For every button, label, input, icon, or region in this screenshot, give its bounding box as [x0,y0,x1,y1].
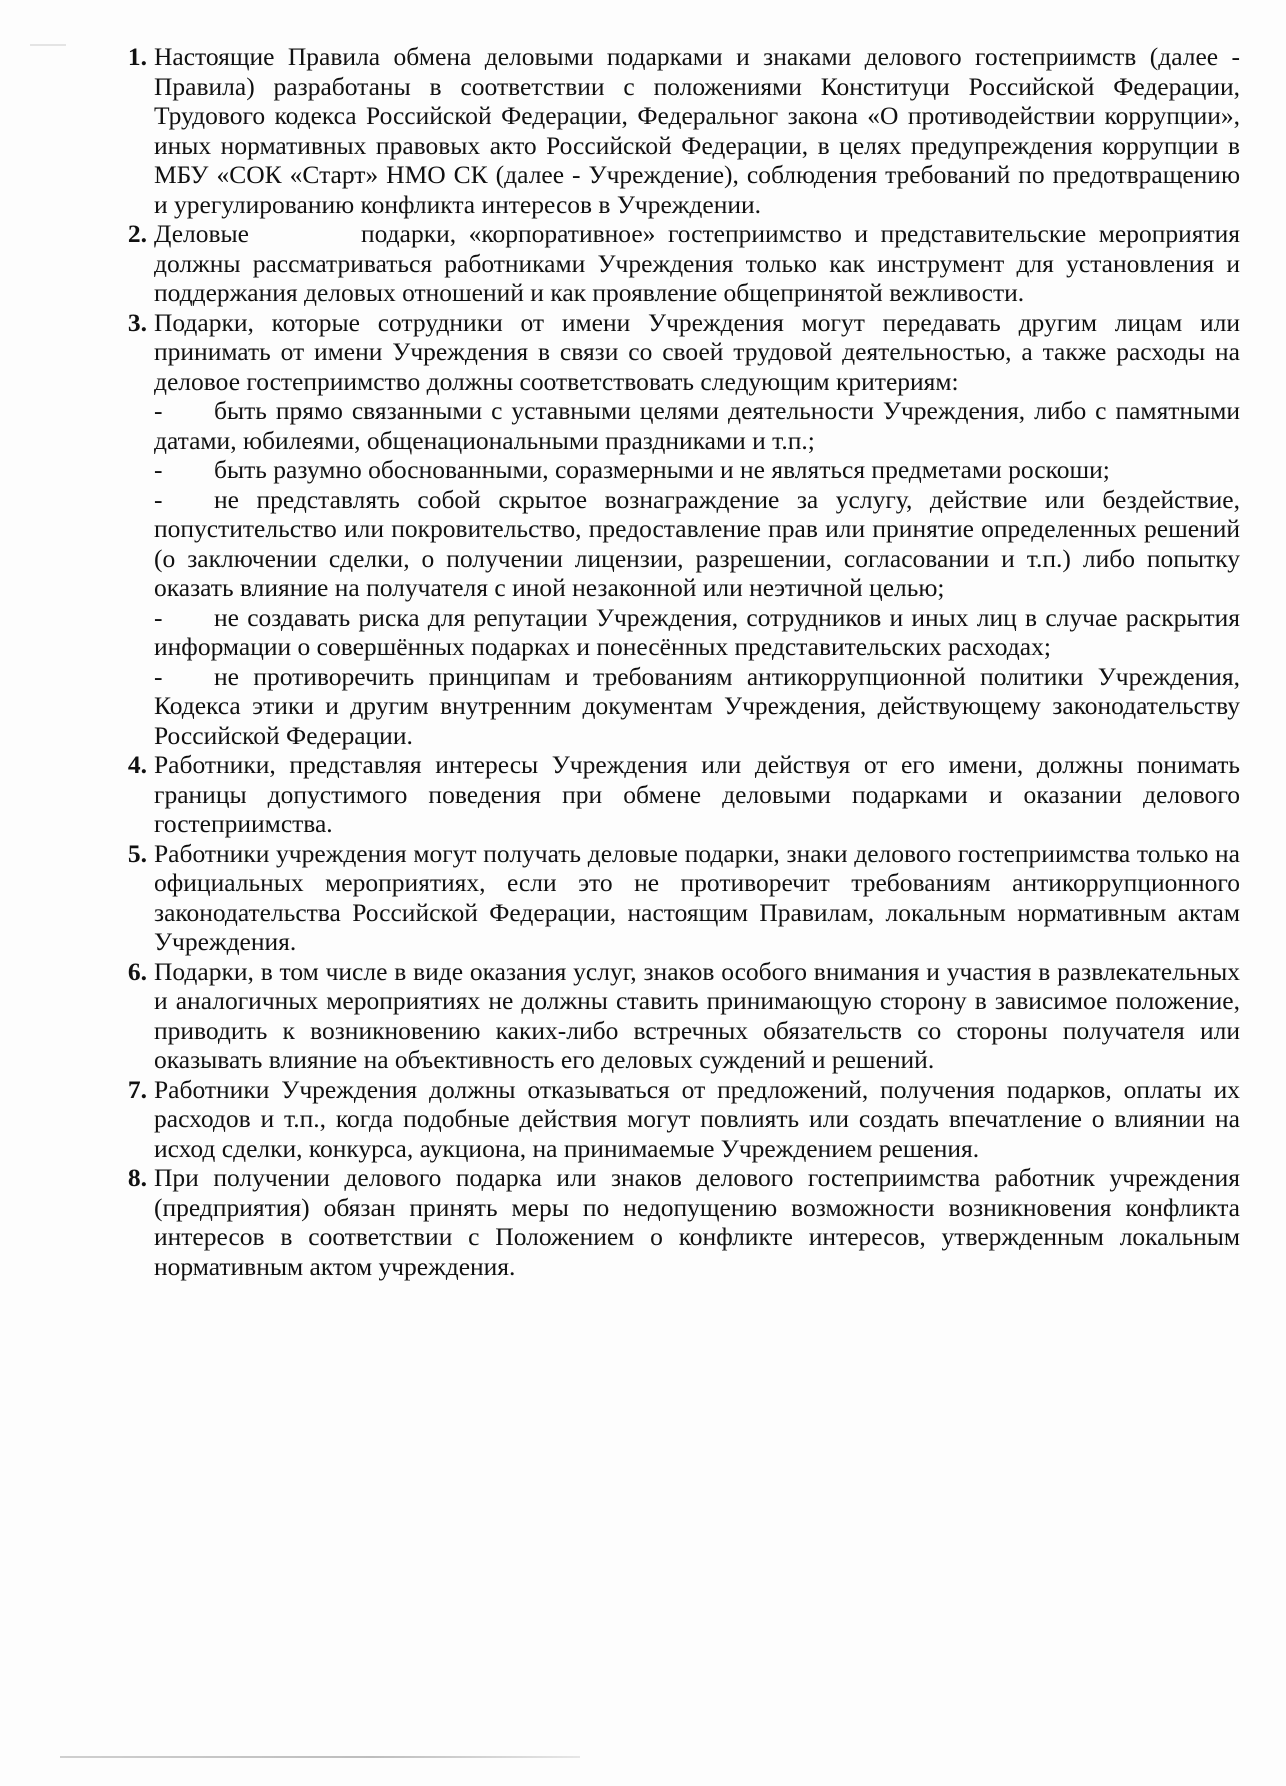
item-number: 1. [127,42,147,71]
list-item [118,308,1240,751]
item-text: Работники учреждения могут получать деловые подарки, знаки делового гостеприимства только на официальных мероприятиях, если это не противоречит требованиям антикоррупционного законодательства Российской Федерации, настоящим Правилам, локальным нормативным актам Учреждения. [154,838,1240,956]
item-body [154,957,1240,1075]
item-number: 7. [127,1074,147,1104]
bullet-marker: - [154,484,163,514]
bullet-marker: - [154,396,163,425]
list-item [118,839,1240,957]
item-text: Подарки, в том числе в виде оказания услуг, знаков особого внимания и участия в развлекательных и аналогичных мероприятиях не должны ставить принимающую сторону в зависимое положение, приводить к возникновению каких-либо встречных обязательств со стороны получателя или оказывать влияние на объективность его деловых суждений и решений. [154,956,1240,1074]
list-item [118,1163,1240,1281]
list-item [118,42,1240,219]
item-text: Работники, представляя интересы Учреждения или действуя от его имени, должны понимать границы допустимого поведения при обмене деловыми подарками и оказании делового гостеприимства. [154,750,1240,838]
item-text: Работники Учреждения должны отказываться от предложений, получения подарков, оплаты их расходов и т.п., когда подобные действия могут повлиять или создать впечатление о влиянии на исход сделки, конкурса, аукциона, на принимаемые Учреждением решения. [154,1074,1240,1163]
item-text: При получении делового подарка или знаков делового гостеприимства работник учреждения (предприятия) обязан принять меры по недопущению возможности возникновения конфликта интересов в соответствии с Положением о конфликте интересов, утвержденным локальным нормативным актом учреждения. [154,1163,1240,1281]
item-body [154,308,1240,751]
criteria-bullet [154,455,1240,485]
rules-list [118,42,1240,1281]
criteria-bullet [154,485,1240,603]
bullet-text: не противоречить принципам и требованиям антикоррупционной политики Учреждения, Кодекса этики и другим внутренним документам Учреждения, действующему законодательству Российской Федерации. [154,661,1240,750]
item-number: 2. [127,219,147,248]
bullet-text: не создавать риска для репутации Учреждения, сотрудников и иных лиц в случае раскрытия информации о совершённых подарках и понесённых представительских расходах; [154,602,1240,661]
list-item [118,219,1240,308]
list-item [118,1075,1240,1164]
bullet-marker: - [154,455,163,484]
list-item [118,750,1240,839]
item-text: Настоящие Правила обмена деловыми подарками и знаками делового гостеприимств (далее - Правила) разработаны в соответствии с положениями Конституци Российской Федерации, Трудового кодекса Российской Федерации, Федеральног закона «О противодействии коррупции», иных нормативных правовых акто Российской Федерации, в целях предупреждения коррупции в МБУ «СОК «Старт» НМО СК (далее - Учреждение), соблюдения требований по предотвращению и урегулированию конфликта интересов в Учреждении. [154,42,1240,219]
item-number: 3. [127,307,147,337]
item-number: 8. [127,1163,147,1192]
criteria-bullet [154,603,1240,662]
bullet-marker: - [154,661,163,691]
item-body [154,219,1240,308]
list-item [118,957,1240,1075]
item-number: 4. [127,750,147,779]
bullet-marker: - [154,602,163,632]
bullet-text: быть разумно обоснованными, соразмерными и не являться предметами роскоши; [214,455,1110,484]
item-number: 6. [127,956,147,986]
bullet-text: не представлять собой скрытое вознаграждение за услугу, действие или бездействие, попустительство или покровительство, предоставление прав или принятие определенных решений (о заключении сделки, о получении лицензии, разрешении, согласовании и т.п.) либо попытку оказать влияние на получателя с иной незаконной или неэтичной целью; [154,484,1240,602]
item-text-first-word: Деловые [154,219,249,248]
bullet-text: быть прямо связанными с уставными целями деятельности Учреждения, либо с памятными датами, юбилеями, общенациональными праздниками и т.п.; [154,396,1240,455]
item-text-rest: подарки, «корпоративное» гостеприимство и представительские мероприятия должны рассматриваться работниками Учреждения только как инструмент для установления и поддержания деловых отношений и как проявление общепринятой вежливости. [154,219,1240,307]
scan-artifact [30,44,66,46]
footer-rule [60,1756,580,1758]
item-body [154,42,1240,219]
item-body [154,1163,1240,1281]
item-body [154,1075,1240,1164]
item-text [154,219,1240,308]
item-text: Подарки, которые сотрудники от имени Учреждения могут передавать другим лицам или принимать от имени Учреждения в связи со своей трудовой деятельностью, а также расходы на деловое гостеприимство должны соответствовать следующим критериям: [154,307,1240,396]
criteria-bullet [154,396,1240,455]
item-number: 5. [127,838,147,868]
item-body [154,839,1240,957]
criteria-bullet [154,662,1240,751]
item-body [154,750,1240,839]
